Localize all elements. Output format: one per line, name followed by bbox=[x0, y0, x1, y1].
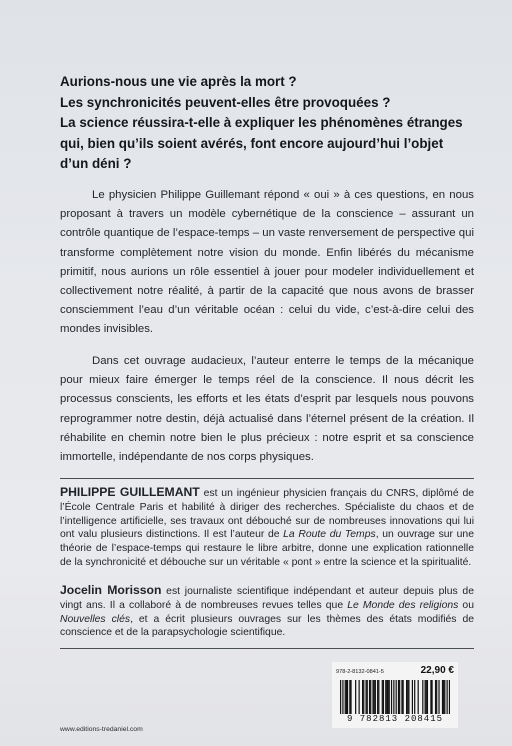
barcode-bar bbox=[389, 680, 390, 714]
barcode-bar bbox=[377, 680, 378, 714]
barcode-bar bbox=[422, 680, 423, 714]
barcode-bar bbox=[426, 680, 427, 714]
barcode-bar bbox=[438, 680, 439, 714]
price-label: 22,90 € bbox=[420, 665, 454, 676]
barcode-bar bbox=[403, 680, 404, 714]
barcode-bar bbox=[406, 680, 407, 714]
barcode-bar bbox=[435, 680, 436, 714]
barcode-bar bbox=[393, 680, 394, 714]
bio-text: , et a écrit plusieurs ouvrages sur les thèmes des états modifiés de conscience et de la parapsychologie scientifique. bbox=[60, 613, 475, 639]
barcode-bar bbox=[374, 680, 375, 714]
paragraph-text: Dans cet ouvrage audacieux, l’auteur enterre le temps de la mécanique pour mieux faire émerger le temps réel de la conscience. Il nous décrit les processus conscients, les efforts et les états d’esprit par lesquels nous pouvons reprogrammer notre destin, déjà actualisé dans l’éternel présent de la création. Il réhabilite en chemin notre bien le plus précieux : notre esprit et sa conscience immortelle, indépendante de nos corps physiques. bbox=[60, 355, 474, 464]
barcode-bar bbox=[340, 680, 341, 714]
barcode-bar bbox=[365, 680, 366, 714]
publisher-website: www.editions-tredaniel.com bbox=[60, 726, 143, 733]
headline-line: Aurions-nous une vie après la mort ? bbox=[60, 74, 297, 89]
bio-text: est un ingénieur physicien français du CNRS, diplômé de l’École Centrale Paris et habilité à diriger des recherches. Spécialiste du chaos et de l’intelligence artificielle, ses travaux ont débouché sur de nombreuses innovations qui lui ont valu plusieurs distinctions. Il est l’auteur de bbox=[60, 488, 474, 541]
barcode-bar bbox=[391, 680, 392, 714]
barcode-bar bbox=[369, 680, 370, 714]
isbn-price-row bbox=[336, 666, 454, 678]
headline-questions bbox=[60, 72, 480, 175]
barcode-sticker bbox=[332, 662, 458, 728]
barcode-bar bbox=[386, 680, 387, 714]
barcode-bar bbox=[350, 680, 351, 714]
divider-top bbox=[60, 478, 474, 479]
barcode-bar bbox=[359, 680, 360, 714]
headline-line: Les synchronicités peuvent-elles être provoquées ? bbox=[60, 94, 391, 110]
barcode-bar bbox=[418, 680, 419, 714]
paragraph-text: Le physicien Philippe Guillemant répond « oui » à ces questions, en nous proposant à travers un modèle cybernétique de la conscience – assurant un contrôle quantique de l’espace-temps – un vaste renversement de perspective qui transforme complètement notre vision du monde. Enfin libérés du mécanisme primitif, nous aurions un rôle essentiel à jouer pour modeler individuellement et collectivement notre réalité, à partir de la capacité que nous avons de brasser consciemment l’eau d’un véritable océan : celui du vide, c’est-à-dire celui des mondes invisibles. bbox=[60, 189, 474, 336]
author-name: Jocelin Morisson bbox=[60, 583, 162, 597]
barcode-bar bbox=[349, 680, 350, 714]
headline-line: d’un déni ? bbox=[60, 156, 132, 171]
barcode-bar bbox=[342, 680, 343, 714]
barcode-bar bbox=[427, 680, 428, 714]
barcode-bar bbox=[370, 680, 371, 714]
barcode-bar bbox=[346, 680, 347, 714]
barcode-bar bbox=[347, 680, 348, 714]
barcode-bar bbox=[345, 680, 346, 714]
barcode-bar bbox=[425, 680, 426, 714]
barcode-bar bbox=[414, 680, 415, 714]
barcode-bar bbox=[408, 680, 409, 714]
barcode-bar bbox=[447, 680, 448, 714]
barcode-bar bbox=[436, 680, 437, 714]
barcode-bar bbox=[442, 680, 443, 714]
barcode-bar bbox=[398, 680, 399, 714]
magazine-title: Le Monde des religions bbox=[347, 599, 459, 611]
barcode-bar bbox=[401, 680, 402, 714]
barcode-bar bbox=[378, 680, 379, 714]
isbn-number: 978-2-8132-0841-5 bbox=[336, 669, 384, 675]
barcode-bar bbox=[431, 680, 432, 714]
headline-line: qui, bien qu’ils soient avérés, font encore aujourd’hui l’objet bbox=[60, 135, 444, 151]
barcode-bar bbox=[443, 680, 444, 714]
barcode-bar bbox=[387, 680, 388, 714]
bio-text: ou bbox=[458, 599, 474, 611]
summary-paragraph-1 bbox=[60, 186, 474, 340]
barcode-bar bbox=[399, 680, 400, 714]
barcode-bar bbox=[396, 680, 397, 714]
barcode-bar bbox=[444, 680, 445, 714]
summary-paragraph-2 bbox=[60, 352, 474, 467]
author-bio-morisson bbox=[60, 584, 474, 640]
barcode-bar bbox=[367, 680, 368, 714]
barcode-number: 9 782813 208415 bbox=[346, 714, 443, 724]
barcode-bar bbox=[385, 680, 386, 714]
divider-bottom bbox=[60, 648, 474, 649]
barcode-bar bbox=[412, 680, 413, 714]
headline-line: La science réussira-t-elle à expliquer les phénomènes étranges bbox=[60, 115, 463, 130]
author-name: PHILIPPE GUILLEMANT bbox=[60, 485, 200, 499]
barcode-bar bbox=[430, 680, 431, 714]
barcode-bar bbox=[449, 680, 450, 714]
magazine-title: Nouvelles clés bbox=[60, 613, 131, 625]
barcode-bar bbox=[383, 680, 384, 714]
barcode-bar bbox=[372, 680, 373, 714]
barcode-bar bbox=[375, 680, 376, 714]
barcode-bars bbox=[340, 680, 450, 714]
bio-text: est journaliste scientifique indépendant et auteur depuis plus de vingt ans. Il a collaboré à de nombreuses revues telles que bbox=[60, 586, 474, 611]
barcode-bar bbox=[362, 680, 363, 714]
barcode-bar bbox=[407, 680, 408, 714]
bio-text: , un ouvrage sur une théorie de l’espace-temps qui restaure le libre arbitre, donne une explication rationnelle de la synchronicité et débouche sur un véritable « pont » entre la science et la spiritualité. bbox=[60, 529, 474, 568]
barcode-bar bbox=[363, 680, 364, 714]
book-title: La Route du Temps bbox=[283, 529, 376, 541]
barcode-bar bbox=[355, 680, 356, 714]
barcode-bar bbox=[382, 680, 383, 714]
author-bio-guillemant bbox=[60, 486, 474, 570]
